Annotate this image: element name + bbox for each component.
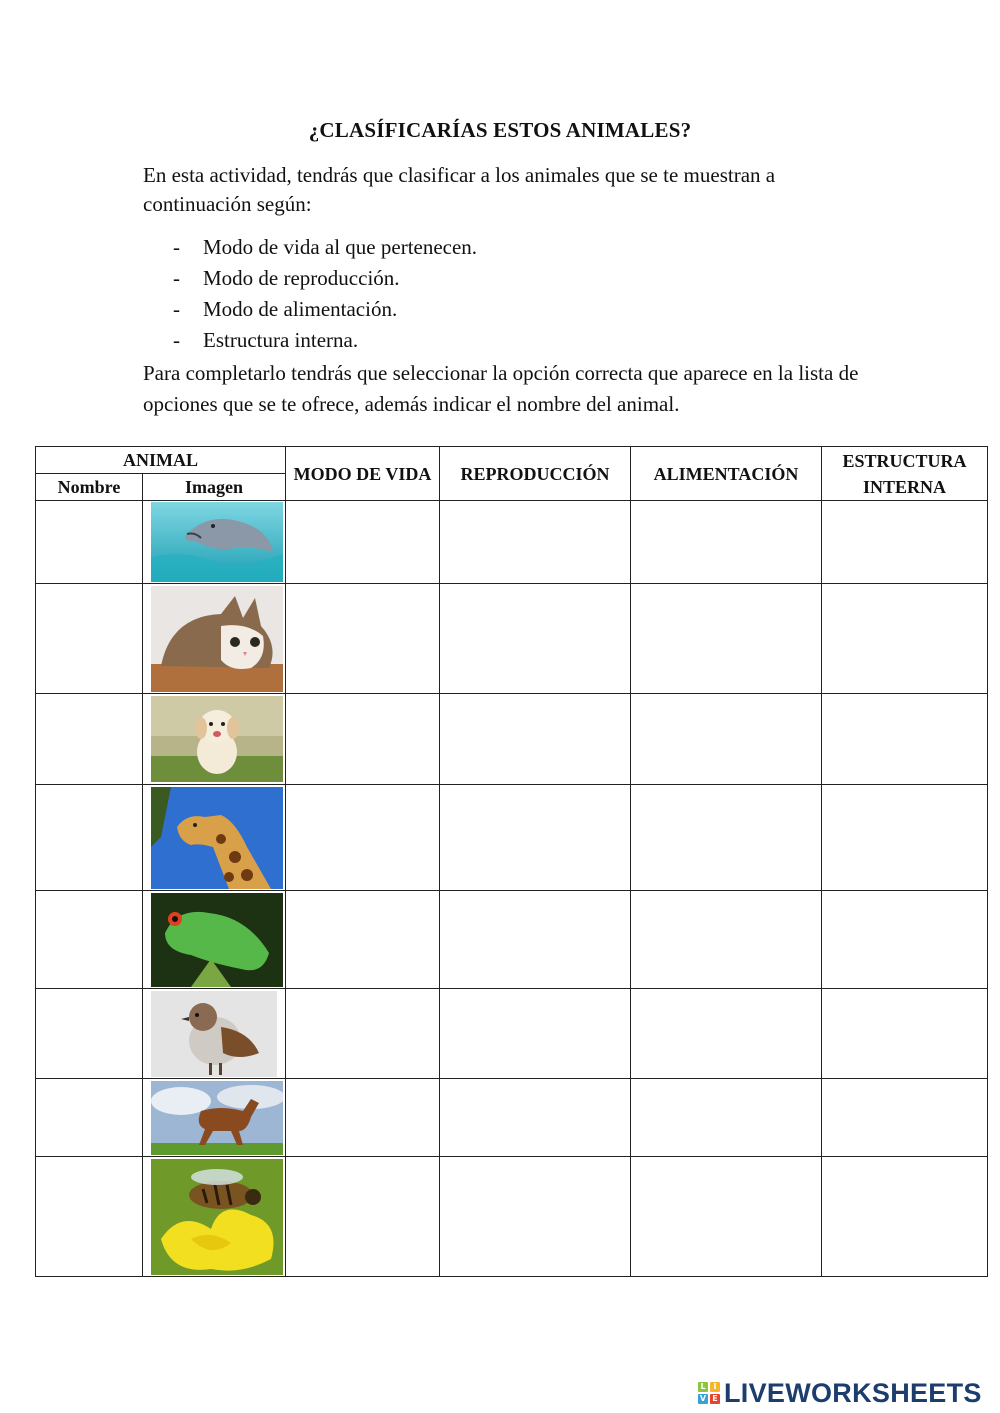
bee-photo	[151, 1159, 285, 1275]
modo-de-vida-cell[interactable]	[286, 694, 440, 785]
criteria-item	[143, 263, 843, 294]
image-cell	[143, 989, 286, 1079]
logo-mark-e: E	[710, 1394, 720, 1404]
estructura-interna-cell[interactable]	[822, 584, 988, 694]
modo-de-vida-cell[interactable]	[286, 989, 440, 1079]
nombre-cell[interactable]	[36, 785, 143, 891]
criteria-item	[143, 325, 843, 356]
criteria-text: Modo de alimentación.	[203, 297, 398, 321]
estructura-interna-cell[interactable]	[822, 694, 988, 785]
logo-mark-i: I	[710, 1382, 720, 1392]
nombre-cell[interactable]	[36, 989, 143, 1079]
criteria-item	[143, 294, 843, 325]
bullet-dash: -	[173, 266, 180, 290]
criteria-list	[143, 232, 843, 356]
intro-paragraph: En esta actividad, tendrás que clasificar a los animales que se te muestran a continuación según:	[143, 163, 776, 216]
criteria-text: Modo de vida al que pertenecen.	[203, 235, 478, 259]
nombre-cell[interactable]	[36, 1079, 143, 1157]
alimentacion-cell[interactable]	[631, 584, 822, 694]
modo-de-vida-cell[interactable]	[286, 1157, 440, 1277]
estructura-interna-cell[interactable]	[822, 1079, 988, 1157]
frog-photo	[151, 893, 285, 987]
reproduccion-cell[interactable]	[440, 694, 631, 785]
logo-mark-icon	[698, 1382, 720, 1404]
estructura-interna-cell[interactable]	[822, 785, 988, 891]
image-cell	[143, 891, 286, 989]
image-cell	[143, 785, 286, 891]
alimentacion-cell[interactable]	[631, 989, 822, 1079]
modo-de-vida-cell[interactable]	[286, 1079, 440, 1157]
estructura-interna-cell[interactable]	[822, 891, 988, 989]
image-cell	[143, 1157, 286, 1277]
alimentacion-cell[interactable]	[631, 1157, 822, 1277]
puppy-photo	[151, 696, 285, 782]
liveworksheets-logo	[698, 1376, 982, 1410]
header-reproduccion: REPRODUCCIÓN	[440, 447, 631, 501]
alimentacion-cell[interactable]	[631, 785, 822, 891]
sparrow-photo	[151, 991, 285, 1077]
modo-de-vida-cell[interactable]	[286, 891, 440, 989]
nombre-cell[interactable]	[36, 584, 143, 694]
estructura-interna-cell[interactable]	[822, 501, 988, 584]
estructura-interna-cell[interactable]	[822, 1157, 988, 1277]
image-cell	[143, 501, 286, 584]
table-row	[36, 1079, 988, 1157]
table-row	[36, 1157, 988, 1277]
bullet-dash: -	[173, 328, 180, 352]
instructions-paragraph: Para completarlo tendrás que seleccionar la opción correcta que aparece en la lista de opciones que se te ofrece, además indicar el nombre del animal.	[143, 361, 859, 416]
horse-photo	[151, 1081, 285, 1155]
header-animal: ANIMAL	[36, 447, 286, 474]
modo-de-vida-cell[interactable]	[286, 785, 440, 891]
nombre-cell[interactable]	[36, 694, 143, 785]
table-row	[36, 584, 988, 694]
table-row	[36, 785, 988, 891]
reproduccion-cell[interactable]	[440, 501, 631, 584]
image-cell	[143, 694, 286, 785]
nombre-cell[interactable]	[36, 891, 143, 989]
table-row	[36, 891, 988, 989]
reproduccion-cell[interactable]	[440, 989, 631, 1079]
criteria-item	[143, 232, 843, 263]
logo-mark-l: L	[698, 1382, 708, 1392]
giraffe-photo	[151, 787, 285, 889]
dolphin-photo	[151, 502, 285, 582]
header-nombre: Nombre	[36, 474, 143, 501]
header-modo-de-vida: MODO DE VIDA	[286, 447, 440, 501]
modo-de-vida-cell[interactable]	[286, 501, 440, 584]
classification-table	[35, 446, 988, 1277]
alimentacion-cell[interactable]	[631, 891, 822, 989]
cat-photo	[151, 586, 285, 692]
reproduccion-cell[interactable]	[440, 584, 631, 694]
table-row	[36, 501, 988, 584]
logo-mark-v: V	[699, 1394, 707, 1403]
image-cell	[143, 1079, 286, 1157]
bullet-dash: -	[173, 297, 180, 321]
bullet-dash: -	[173, 235, 180, 259]
criteria-text: Modo de reproducción.	[203, 266, 400, 290]
criteria-text: Estructura interna.	[203, 328, 359, 352]
alimentacion-cell[interactable]	[631, 694, 822, 785]
table-row	[36, 989, 988, 1079]
estructura-interna-cell[interactable]	[822, 989, 988, 1079]
header-imagen: Imagen	[143, 474, 286, 501]
worksheet-title: ¿CLASÍFICARÍAS ESTOS ANIMALES?	[308, 118, 692, 142]
alimentacion-cell[interactable]	[631, 501, 822, 584]
nombre-cell[interactable]	[36, 501, 143, 584]
reproduccion-cell[interactable]	[440, 1079, 631, 1157]
logo-text: LIVEWORKSHEETS	[724, 1377, 982, 1408]
header-alimentacion: ALIMENTACIÓN	[631, 447, 822, 501]
image-cell	[143, 584, 286, 694]
nombre-cell[interactable]	[36, 1157, 143, 1277]
table-row	[36, 694, 988, 785]
reproduccion-cell[interactable]	[440, 1157, 631, 1277]
alimentacion-cell[interactable]	[631, 1079, 822, 1157]
header-estructura-interna: ESTRUCTURA INTERNA	[822, 447, 988, 501]
reproduccion-cell[interactable]	[440, 785, 631, 891]
modo-de-vida-cell[interactable]	[286, 584, 440, 694]
reproduccion-cell[interactable]	[440, 891, 631, 989]
